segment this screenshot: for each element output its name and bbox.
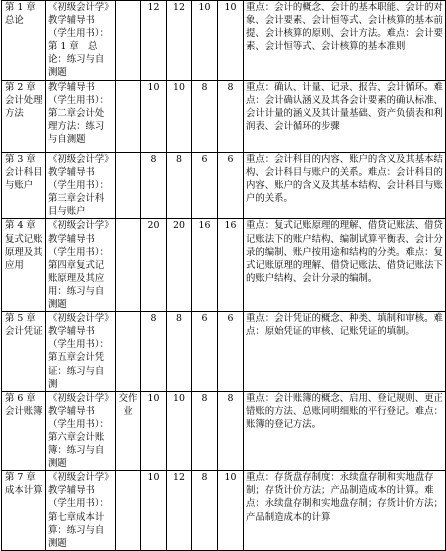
hours-cell: 8	[167, 312, 192, 392]
table-row	[2, 471, 446, 551]
chapter-cell: 第 1 章 总论	[2, 1, 46, 81]
hours-cell: 10	[141, 81, 167, 153]
chapter-cell: 第 4 章 复式记账原理及其应用	[2, 219, 46, 312]
table-row	[2, 153, 446, 219]
hours-cell: 10	[218, 471, 244, 551]
hours-cell: 12	[167, 1, 192, 81]
hours-cell: 8	[192, 471, 218, 551]
chapter-cell: 第 6 章 会计账簿	[2, 391, 46, 471]
hours-cell: 8	[141, 312, 167, 392]
material-cell: 《初级会计学》教学辅导书（学生用书）：第七章成本计算：练习与自测题	[46, 471, 116, 551]
material-cell: 《初级会计学》教学辅导书（学生用书）：第四章复式记账原理及其应用：练习与自测题	[46, 219, 116, 312]
material-cell: 《初级会计学》教学辅导书（学生用书）：第六章会计账簿：练习与自测题	[46, 391, 116, 471]
hours-cell: 8	[192, 81, 218, 153]
method-cell: 交作业	[116, 391, 141, 471]
content-cell: 重点：确认、计量、记录、报告、会计循环。难点：会计确认涵义及其各会计要素的确认标准、会计计量的涵义及其计量基础、资产负债表和利润表、会计循环的步骤	[244, 81, 446, 153]
method-cell	[116, 81, 141, 153]
hours-cell: 6	[218, 312, 244, 392]
method-cell	[116, 1, 141, 81]
method-cell	[116, 471, 141, 551]
hours-cell: 8	[167, 153, 192, 219]
hours-cell: 10	[218, 1, 244, 81]
hours-cell: 10	[141, 391, 167, 471]
hours-cell: 6	[218, 153, 244, 219]
hours-cell: 6	[192, 153, 218, 219]
curriculum-table	[1, 0, 446, 551]
hours-cell: 10	[167, 391, 192, 471]
content-cell: 重点：复式记账原理的理解、借贷记账法、借贷记账法下的账户结构、编制试算平衡表、会计分录的编制、账户按用途和结构的分类。难点：复式记账原理的理解、借贷记账法、借贷记账法下的账户结构、会计分录的编制。	[244, 219, 446, 312]
method-cell	[116, 153, 141, 219]
content-cell: 重点：存货盘存制度：永续盘存制和实地盘存制；存货计价方法；产品制造成本的计算。难点：永续盘存制和实地盘存制；存货计价方法；产品制造成本的计算	[244, 471, 446, 551]
hours-cell: 20	[167, 219, 192, 312]
table-row	[2, 391, 446, 471]
hours-cell: 10	[192, 1, 218, 81]
hours-cell: 12	[141, 1, 167, 81]
hours-cell: 10	[141, 471, 167, 551]
hours-cell: 20	[141, 219, 167, 312]
table-row	[2, 1, 446, 81]
content-cell: 重点：会计账簿的概念、启用、登记规则、更正错账的方法、总账同明细账的平行登记。难点：账簿的登记方法。	[244, 391, 446, 471]
hours-cell: 8	[218, 391, 244, 471]
material-cell: 教学辅导书（学生用书）：第二章会计处理方法：练习与自测题	[46, 81, 116, 153]
content-cell: 重点：会计科目的内容、账户的含义及其基本结构、会计科目与账户的关系。难点：会计科目的内容、账户的含义及其基本结构、会计科目与账户的关系。	[244, 153, 446, 219]
hours-cell: 8	[192, 391, 218, 471]
hours-cell: 8	[218, 81, 244, 153]
material-cell: 《初级会计学》教学辅导书（学生用书）：第五章会计凭证：练习与自测	[46, 312, 116, 392]
table-row	[2, 81, 446, 153]
material-cell: 《初级会计学》教学辅导书（学生用书）：第 1 章 总论：练习与自测题	[46, 1, 116, 81]
material-cell: 《初级会计学》教学辅导书（学生用书）：第三章会计科目与账户	[46, 153, 116, 219]
content-cell: 重点：会计的概念、会计的基本职能、会计的对象、会计要素、会计恒等式、会计核算的基本前提、会计核算的原则、会计方法。难点：会计要素、会计恒等式、会计核算的基本准则	[244, 1, 446, 81]
chapter-cell: 第 7 章 成本计算	[2, 471, 46, 551]
method-cell	[116, 219, 141, 312]
hours-cell: 12	[167, 471, 192, 551]
hours-cell: 10	[167, 81, 192, 153]
chapter-cell: 第 5 章 会计凭证	[2, 312, 46, 392]
hours-cell: 6	[192, 312, 218, 392]
hours-cell: 16	[218, 219, 244, 312]
chapter-cell: 第 3 章 会计科目与账户	[2, 153, 46, 219]
hours-cell: 8	[141, 153, 167, 219]
method-cell	[116, 312, 141, 392]
hours-cell: 16	[192, 219, 218, 312]
table-row	[2, 312, 446, 392]
content-cell: 重点：会计凭证的概念、种类、填制和审核。难点：原始凭证的审核、记账凭证的填制。	[244, 312, 446, 392]
chapter-cell: 第 2 章 会计处理方法	[2, 81, 46, 153]
table-row	[2, 219, 446, 312]
